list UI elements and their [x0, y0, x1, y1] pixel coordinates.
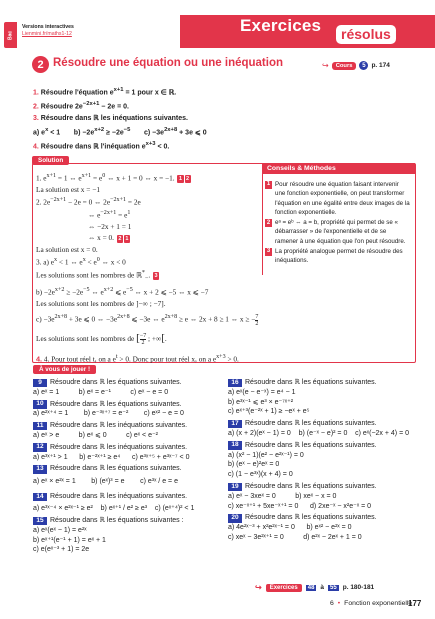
a-vous-de-jouer-label: À vous de jouer !: [33, 365, 96, 374]
section-title: Résoudre une équation ou une inéquation: [53, 57, 284, 69]
sol-line: 3. a) $e^x < 1$ ⇔ $e^x < e^0$ ⇔ x < 0: [36, 257, 126, 267]
exercise: 18 Résoudre dans ℝ les équations suivantes. a) (x² − 1)(e² − e²ˣ⁻¹) = 0 b) (eˣ − e)²eˣ = 0 c) (1 − e³ˣ)(x + 4) = 0: [228, 441, 377, 479]
bullet-icon: •: [337, 600, 341, 607]
exercise: 20 Résoudre dans ℝ les équations suivantes. a) 4e²ˣ⁻³ + x²e²ˣ⁻¹ = 0 b) eˣ² − e²ˣ = 0 c) xeˣ − 3e²ˣ⁺¹ = 0 d) e²ˣ − 2eˣ + 1 = 0: [228, 514, 377, 541]
interactive-link[interactable]: Lienmini.fr/maths1-12: [22, 31, 72, 37]
sol-line: ⇔ −2x + 1 = 1: [88, 221, 132, 231]
statement-3-parts: a) $e^x < 1$ $b) -2e^{x+2} \ge -2e^{-5}$ $c) -3e^{2x+8} + 3e$ ⩽ 0: [33, 126, 207, 137]
sol-line: Les solutions sont les nombres de ℝ*$_-$. 3: [36, 269, 158, 282]
conseils-title: Conseils & Méthodes: [262, 163, 415, 174]
exercises-pages: p. 180-181: [342, 584, 375, 591]
exercises-reference[interactable]: [255, 583, 374, 592]
exercise: 9 Résoudre dans ℝ les équations suivantes. a) eˣ = 1 b) eˣ = e⁻¹ c) eˣ − e = 0: [33, 378, 182, 396]
sol-line: 4. 4. Pour tout réel t, on a $e^t > 0$. Donc pour tout réel x, on a $e^{x+3} > 0$.: [36, 353, 239, 364]
arrow-icon: ↪: [322, 61, 329, 70]
interactive-versions: [22, 24, 74, 38]
page-title: Exercices: [240, 16, 322, 35]
footer: [330, 600, 412, 607]
page-number: 177: [408, 599, 422, 608]
sol-line: ⇔ $e^{-2x+1} = e^1$: [88, 210, 131, 220]
range-sep: à: [320, 584, 325, 591]
cours-pill: Cours: [332, 62, 357, 70]
statement-3: 3. Résoudre dans ℝ les inéquations suivantes.: [33, 115, 188, 123]
conseil-item: 2 eᵃ = eᵇ ⇔ a = b, propriété qui permet de se « débarrasser » de l'exponentielle et de se ramener à une équation que l'on peut résoudre.: [266, 219, 406, 245]
statement-2: 2. Résoudre $2e^{-2x+1} - 2e = 0$.: [33, 101, 129, 111]
sol-line: La solution est x = −1: [36, 184, 100, 194]
exercise: 13 Résoudre dans ℝ les équations suivantes. a) eˣ × e²ˣ = 1 b) (eˣ)³ = e c) e³ˣ / e = e: [33, 465, 182, 486]
statement-1: 1. Résoudre l'équation $e^{x+1} = 1$ pour x ∈ ℝ.: [33, 87, 177, 97]
exercise: 14 Résoudre dans ℝ les inéquations suivantes. a) e³ˣ⁻⁴ × e²ˣ⁻¹ ≥ e² b) eˣ⁺¹ / e² ≥ e³ c) (eˣ⁺⁴)² < 1: [33, 492, 195, 512]
conseil-item: 3 La propriété analogue permet de résoudre des inéquations.: [266, 248, 403, 265]
header-badge: résolus: [334, 23, 398, 46]
exercises-pill: Exercices: [266, 584, 302, 592]
exercise: 16 Résoudre dans ℝ les équations suivantes. a) eˣ(e − e⁻ˣ) = e⁴ − 1 b) e³ˣ⁻¹ ⩽ e³ × e⁻⁷ˣ⁺² c) eˣ⁺³(e⁻²ˣ + 1) ≥ −eˣ + e⁵: [228, 378, 377, 416]
cours-page: p. 174: [371, 62, 390, 69]
exercise: 12 Résoudre dans ℝ les inéquations suivantes. a) e³ˣ⁺¹ > 1 b) e⁻²ˣ⁺¹ ≥ e⁴ c) e³ˣ⁺⁵ + e³ˣ⁻⁷ < 0: [33, 443, 190, 461]
bac-tag: Bac: [4, 22, 17, 48]
exercise: 19 Résoudre dans ℝ les équations suivantes. a) eˣ − 3xeˣ = 0 b) xeˣ − x = 0 c) xe⁻ˣ⁺¹ + 5xe⁻ˣ⁺¹ = 0 d) 2xe⁻ˣ − x²e⁻ˣ = 0: [228, 482, 377, 510]
section-number: 2: [32, 56, 49, 73]
solution-label: Solution: [32, 156, 69, 165]
conseil-item: 1 Pour résoudre une équation faisant intervenir une fonction exponentielle, on peut transformer l'équation en une égalité entre deux images de la fonction exponentielle.: [266, 181, 410, 216]
chapter-number: 6: [330, 600, 334, 607]
left-exercises: [33, 378, 223, 555]
exercise: 17 Résoudre dans ℝ les équations suivantes. a) (x + 2)(eˣ − 1) = 0 b) (e⁻ˣ − e)² = 0 c) eˣ(−2x + 4) = 0: [228, 419, 409, 437]
sol-line: Les solutions sont les nombres de ]−∞ ; −7].: [36, 299, 166, 309]
cours-reference[interactable]: [322, 61, 390, 70]
solution-text: [36, 171, 258, 365]
exercise-start: 48: [307, 584, 315, 591]
sol-line: $b) -2e^{x+2} \ge -2e^{-5}$ ⇔ $e^{x+2}$ ⩽ $e^{-5}$ ⇔ x + 2 ⩽ −5 ⇔ x ⩽ −7: [36, 287, 209, 297]
sol-line: $c) -3e^{2x+8} + 3e$ ⩽ 0 ⇔ $-3e^{2x+8}$ ⩽ −3e ⇔ $e^{2x+8} \ge e$ ⇔ 2x + 8 ≥ 1 ⇔ x ≥ − $\frac{7}{2}$: [36, 313, 259, 327]
cours-number: 5: [359, 61, 368, 70]
sol-line: 1. $e^{x+1} = 1$ ⇔ $e^{x+1} = e^0$ ⇔ x + 1 = 0 ⇔ x = −1. 1 2: [36, 173, 190, 183]
interactive-label: Versions interactives: [22, 24, 74, 30]
exercise: 10 Résoudre dans ℝ les équations suivantes. a) e²ˣ⁺⁴ = 1 b) e⁻³ˣ⁺⁷ = e⁻² c) eˣ² − e = 0: [33, 400, 184, 418]
right-exercises: [228, 378, 423, 543]
sol-line: ⇔ x = 0. 2 1: [88, 233, 129, 243]
sol-line: Les solutions sont les nombres de [ $\frac{-7}{2}$ ; +∞[.: [36, 331, 167, 346]
arrow-icon: ↪: [255, 583, 262, 592]
chapter-title: Fonction exponentielle: [344, 600, 413, 607]
statement-4: 4. Résoudre dans ℝ l'inéquation $e^{x+3} < 0$.: [33, 140, 170, 151]
exercise-end: 55: [330, 584, 337, 591]
statements: [33, 85, 333, 153]
exercise: 11 Résoudre dans ℝ les inéquations suivantes. a) eˣ > e b) eˣ ⩽ 0 c) eˣ < e⁻²: [33, 421, 188, 439]
exercise: 15 Résoudre dans ℝ les équations suivantes : a) eˣ(eˣ − 1) = e²ˣ b) eˣ⁺¹(e⁻¹ + 1) = eˣ + 1 c) e(eˣ⁻³ + 1) = 2e: [33, 516, 184, 554]
sol-line: La solution est x = 0.: [36, 244, 98, 254]
conseils-body: [265, 180, 410, 267]
sol-line: 2. $2e^{-2x+1} - 2e = 0$ ⇔ $2e^{-2x+1} = 2e$: [36, 197, 141, 207]
